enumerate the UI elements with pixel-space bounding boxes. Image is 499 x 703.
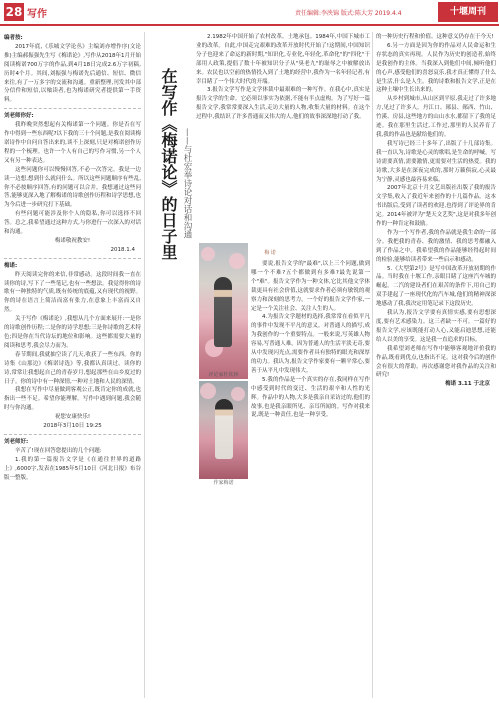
photo-caption-critic: 评论家杜钦林	[208, 372, 239, 378]
main-paragraph: 我写诗已经三十多年了,出版了十几部诗集。我一直认为,诗歌是心灵的歌唱,是生命的呼喊。写诗需要真情,需要激情,更需要对生活的热爱。我的诗歌,大多是在深夜完成的,那时万籁俱寂,心灵最为宁静,灵感也最容易来临。	[376, 140, 496, 183]
main-paragraph: 的一种历史行程和价值。这种意义仍存在于今天!	[376, 34, 494, 40]
letter1-paragraph: 我昨晚突然想起有关梅诺第一个问题。你是否在写作中得到一些东西呢?以下我的三十个问题,是我在阅读梅诺诗作中自问自答出来的,谈不上深刻,只是对梅诺创作历程的一个梳理。也许一个人有自己的写作习惯,另一个人又有另一种表达。	[4, 122, 141, 164]
main-paragraph: 5.《大型第2号》是写中国改革开放初期的作品。当时我在十堰工作,亲眼目睹了这座汽车城的崛起。二汽的建设者们在艰苦的条件下,用自己的双手建起了一座现代化的汽车城,他们的精神深深地感动了我,我决定用笔记录下这段历史。	[376, 265, 496, 308]
article-title: 在写作《梅诺论》的日子里	[159, 68, 178, 260]
main-paragraph: 要说,报告文学的"最难",以上三个问题,做到哪一个不难?五个都做到有多难?最先说第一个"难"。报告文学作为一种文体,它比其他文学体裁更具有社会价值,这就要求作者必须有敏锐的观察力和深刻的思考力。一个好的报告文学作家,一定是一个关注社会、关注人生的人。	[251, 261, 370, 312]
main-paragraph: 2.1982年中国开始了农村改革。土地承包。1984年,中国下城市工业的改革。自此,中国走完艰难的改革开放时代开始了!这期间,中国知识分子也迎来了命运的新时期,"知识化,专业化,年轻化,革命化"的"四化"干部用人政策,提倡了数十年被知识分子从"臭老九"的耻辱之中被解放出来。农民也以空前的热情投入到了土地的经营中,我作为一名年轻记者,有幸目睹了一个伟大时代的开端。	[196, 34, 370, 85]
letter2-title: 梅诺:	[4, 262, 18, 269]
letter3-paragraph: 1.我的第一篇报告文学是《在通往世界的道路上》,6000字,发表在1985年5月10日《河北日报》布谷版一整版。	[4, 456, 141, 481]
letter2-date: 2018年3月10日 19:25	[43, 423, 102, 430]
person-figure	[214, 277, 232, 347]
main-paragraph: 5.我的作品是一个真实的存在,我同样在写作中感受到时代的变迁、生活的艰辛和人性的光辉。作品中的人物,大多是我亲自采访过的,他们的故事,也是我亲眼所见、亲耳所闻的。写作对我来说,既是一种责任,也是一种享受。	[251, 376, 370, 419]
page-header	[0, 0, 499, 26]
person-figure	[215, 399, 233, 459]
letter2-paragraph: 我想在写作中尽量做到客观公正,既肯定你的成就,也指出一些不足。希望你能理解。写作中遇到问题,我会随时与你沟通。	[4, 387, 141, 412]
separator	[4, 108, 141, 109]
separator	[4, 258, 141, 259]
letter2-sign: 祝您安康快乐!	[54, 414, 91, 421]
letter2-paragraph: 关于写作《梅诺论》,我想从几个方面来展开:一是你的诗歌创作历程;二是你的诗学思想;三是你诗歌的艺术特色;四是你在当代诗坛的地位和影响。这些都需要大量的阅读和思考,我会尽力而为。	[4, 316, 141, 349]
left-column	[4, 33, 141, 701]
letter1-sign: 梅诺敬祝教安!	[54, 237, 91, 244]
main-paragraph: 6.另一方面是因为你的作品对人民命运和生存状态的真实再现。人民作为历史的创造者,始终是我创作的主体。当我深入到他们中间,倾听他们的心声,感受他们的喜怒哀乐,我才真正懂得了什么是生活,什么是人生。我的诗歌和报告文学,正是在这种土壤中生长出来的。	[376, 42, 496, 94]
letter3-title: 刘老师好:	[4, 438, 29, 445]
photo-author	[199, 381, 248, 479]
section-name: 写作	[27, 9, 47, 20]
main-paragraph: 从乡村到城市,从山区到平原,我走过了许多地方,见过了许多人。丹江口、郧县、郧西、竹山、竹溪、房县,这些地方的山山水水,都留下了我的足迹。我在那里生活过,工作过,那里的人民养育了我,我的作品也是献给他们的。	[376, 96, 496, 138]
main-paragraph: 2007年北京十月文艺出版社出版了我的报告文学集,收入了我近年来创作的十几篇作品。这本书出版后,受到了读者的欢迎,也得到了评论界的肯定。2014年被评为"楚天文艺奖",这是对我多年创作的一种肯定和鼓励。	[376, 185, 496, 228]
article-subtitle: ——与杜宏举诗论对话和沟通	[182, 128, 192, 239]
letter1-title: 刘老师你好:	[4, 113, 34, 120]
main-paragraph: 我希望刘老师在写作中能够客观地评价我的作品,既看到优点,也指出不足。这对我今后的创作会有很大的帮助。再次感谢您对我作品的关注和研究!	[376, 345, 496, 379]
letter1-paragraph: 这些问题你可以慢慢回答,不必一次答完。我是一边读一边想,想到什么就问什么。所以这些问题顺序有些乱,你不必按顺序回答,有的问题可以合并。我想通过这些问答,能够更深入地了解梅诺的诗歌创作历程和诗学思想,也为今后进一步研究打下基础。	[4, 166, 141, 209]
letter1-date: 2018.1.4	[110, 246, 135, 253]
main-paragraph: 3.报告文学写作是文学体裁中最艰难的一种写作。在我心中,真实是报告文学的生命。它必须以事实为依据,不能有半点虚构。为了写好一篇报告文学,我常常要深入生活,走访大量的人物,收集大量的材料。在这个过程中,我结识了许多普通而又伟大的人,他们的故事深深地打动了我。	[196, 87, 370, 121]
editor-info: 责任编辑:李泱锦 版式:陈大芳 2019.4.4	[295, 10, 402, 17]
separator	[4, 434, 141, 435]
photo-caption-author: 作家梅诺	[213, 480, 234, 486]
main-column-b-lower	[251, 260, 370, 700]
editor-note-title: 编者按:	[4, 35, 23, 41]
main-paragraph: 我认为,报告文学要有真情实感,要有思想深度,要有艺术感染力。这三者缺一不可。一篇好的报告文学,应该既能打动人心,又能启迪思想,还能给人以美的享受。这是我一直追求的目标。	[376, 310, 496, 343]
letter1-paragraph: 有些问题可能涉及你个人的隐私,你可以选择不回答。总之,我希望通过这种方式,与你进行一次深入的对话和沟通。	[4, 211, 141, 236]
editor-note: 2017年底,《乐城文学论丛》主编刘亦增作序(文论推)主编郝振强先生写《梅诺论》,写作从2018年1月开始阅读梅诺700万字的作品,到4月18日完成2.6万字初稿,历时4个月。其间,刘振强与梅诺先后通信、短信、微信来往,有了一万多字的交流和沟通。重新整理,刊发其中部分信件和短信,以飨读者,也为梅诺研究者提供第一手资料。	[4, 43, 141, 104]
main-paragraph: 作为一个写作者,我的作品就是我生命的一部分。我把我的青春、我的激情、我的思考都融入到了作品之中。我希望我的作品能够经得起时间的检验,能够给读者带来一些启示和感动。	[376, 229, 496, 263]
author-seal: 梅 诺	[264, 250, 276, 256]
main-paragraph: 4.为报告文学题材的选择,我常常在看似平凡的事件中发现不平凡的意义。对普通人的描写,成为我创作的一个重要特点。一般来说,写英雄人物容易,写普通人难。因为普通人的生活平淡无奇,要从中发现闪光点,需要作者具有独特的眼光和深厚的功力。我认为,报告文学作家要有一颗平常心,要善于从平凡中发现伟大。	[251, 314, 370, 374]
photo-critic	[199, 243, 248, 379]
column-divider-left	[144, 32, 145, 698]
masthead-logo: 十堰周刊	[438, 2, 498, 22]
letter3-paragraph: 辛苦了!现在回答您提出的几个问题:	[15, 447, 102, 454]
page-number: 28	[5, 5, 23, 19]
main-column-b-upper	[196, 33, 370, 241]
closing-signature: 梅诺 3.11 于北京	[445, 381, 490, 388]
letter2-paragraph: 昨天阅读完你的来信,非常感动。这段时间我一直在读你的诗,写下了一些笔记,也有一些想法。我觉得你的诗歌有一种独特的气质,既有传统的底蕴,又有现代的视野。你的诗在语言上简洁而富有张力,在意象上丰富而又自然。	[4, 271, 141, 314]
main-column-c	[376, 33, 496, 701]
letter2-paragraph: 春节期间,我就抽空读了几天,收获了一些东西。你的诗集《山那边》《梅诺诗选》等,我都认真读过。读你的诗,常常让我想起自己的青春岁月,想起那些在山乡度过的日子。你的诗中有一种深情,一种对土地和人民的深情。	[4, 351, 141, 385]
column-divider-right	[372, 32, 373, 698]
